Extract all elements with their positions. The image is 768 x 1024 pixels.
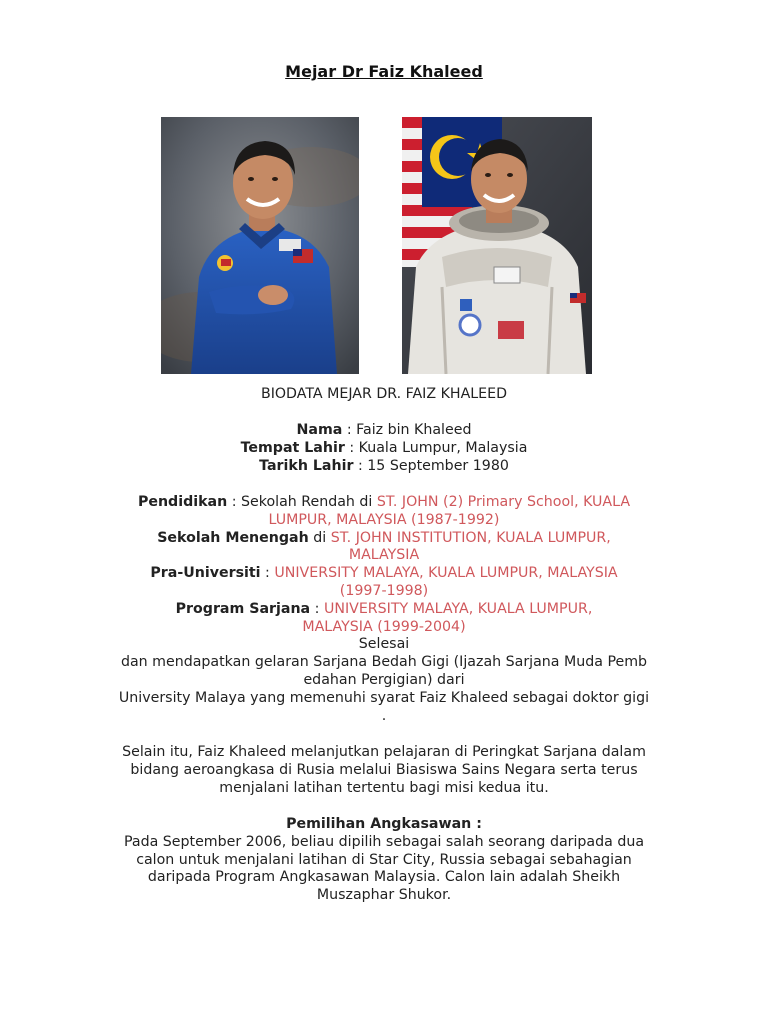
biodata-heading: BIODATA MEJAR DR. FAIZ KHALEED bbox=[260, 386, 508, 402]
education-section bbox=[92, 494, 676, 725]
birthdate-line bbox=[92, 458, 676, 476]
secondary-label: Sekolah Menengah bbox=[157, 529, 309, 546]
birthdate-value: : 15 September 1980 bbox=[353, 457, 509, 474]
astronaut-blue-suit-photo bbox=[161, 117, 359, 374]
further-study-line-1: Selain itu, Faiz Khaleed melanjutkan pelajaran di Peringkat Sarjana dalam bbox=[122, 744, 646, 760]
preuni-school-link[interactable]: UNIVERSITY MALAYA, KUALA LUMPUR, MALAYSIA bbox=[274, 565, 618, 582]
page-title: Mejar Dr Faiz Khaleed bbox=[285, 62, 483, 81]
further-study-paragraph bbox=[92, 744, 676, 797]
primary-line bbox=[92, 494, 676, 512]
selection-section bbox=[92, 816, 676, 905]
birthplace-line bbox=[92, 440, 676, 458]
name-value: : Faiz bin Khaleed bbox=[342, 422, 472, 438]
secondary-school-link[interactable]: ST. JOHN INSTITUTION, KUALA LUMPUR, bbox=[330, 529, 611, 546]
selection-line-4: Muszaphar Shukor. bbox=[316, 887, 452, 904]
secondary-line bbox=[92, 530, 676, 548]
degree-school-link-cont[interactable]: MALAYSIA (1999-2004) bbox=[302, 618, 466, 635]
preuni-prefix: : bbox=[260, 565, 275, 582]
secondary-prefix: di bbox=[308, 529, 331, 546]
completion-line-3: edahan Pergigian) dari bbox=[303, 671, 465, 688]
completion-line-1: Selesai bbox=[358, 636, 410, 653]
degree-prefix: : bbox=[310, 600, 324, 617]
primary-prefix: : Sekolah Rendah di bbox=[227, 494, 377, 510]
completion-line-2: dan mendapatkan gelaran Sarjana Bedah Gigi (Ijazah Sarjana Muda Pemb bbox=[120, 654, 648, 671]
name-label: Nama bbox=[296, 422, 343, 438]
completion-line-4: University Malaya yang memenuhi syarat Faiz Khaleed sebagai doktor gigi bbox=[118, 689, 650, 706]
primary-school-link-cont[interactable]: LUMPUR, MALAYSIA (1987-1992) bbox=[268, 511, 500, 528]
selection-line-1: Pada September 2006, beliau dipilih sebagai salah seorang daripada dua bbox=[123, 833, 645, 850]
selection-line-3: daripada Program Angkasawan Malaysia. Calon lain adalah Sheikh bbox=[147, 869, 621, 886]
secondary-school-link-cont[interactable]: MALAYSIA bbox=[348, 547, 420, 564]
degree-label: Program Sarjana bbox=[175, 600, 311, 617]
further-study-line-2: bidang aeroangkasa di Rusia melalui Biasiswa Sains Negara serta terus bbox=[130, 761, 638, 778]
birthplace-value: : Kuala Lumpur, Malaysia bbox=[344, 439, 528, 456]
completion-line-5: . bbox=[381, 707, 387, 724]
preuni-line bbox=[92, 565, 676, 583]
astronaut-spacesuit-photo bbox=[402, 117, 592, 374]
selection-line-2: calon untuk menjalani latihan di Star City, Russia sebagai sebahagian bbox=[136, 851, 632, 868]
preuni-school-link-cont[interactable]: (1997-1998) bbox=[339, 582, 429, 599]
birthdate-label: Tarikh Lahir bbox=[259, 457, 354, 474]
degree-line bbox=[92, 601, 676, 619]
primary-label: Pendidikan bbox=[137, 494, 228, 510]
preuni-label: Pra-Universiti bbox=[150, 565, 261, 582]
degree-school-link[interactable]: UNIVERSITY MALAYA, KUALA LUMPUR, bbox=[323, 600, 593, 617]
primary-school-link[interactable]: ST. JOHN (2) Primary School, KUALA bbox=[376, 494, 631, 510]
selection-heading: Pemilihan Angkasawan : bbox=[286, 816, 482, 832]
name-line bbox=[92, 422, 676, 440]
further-study-line-3: menjalani latihan tertentu bagi misi kedua itu. bbox=[219, 779, 549, 796]
personal-info bbox=[92, 422, 676, 475]
birthplace-label: Tempat Lahir bbox=[240, 439, 345, 456]
